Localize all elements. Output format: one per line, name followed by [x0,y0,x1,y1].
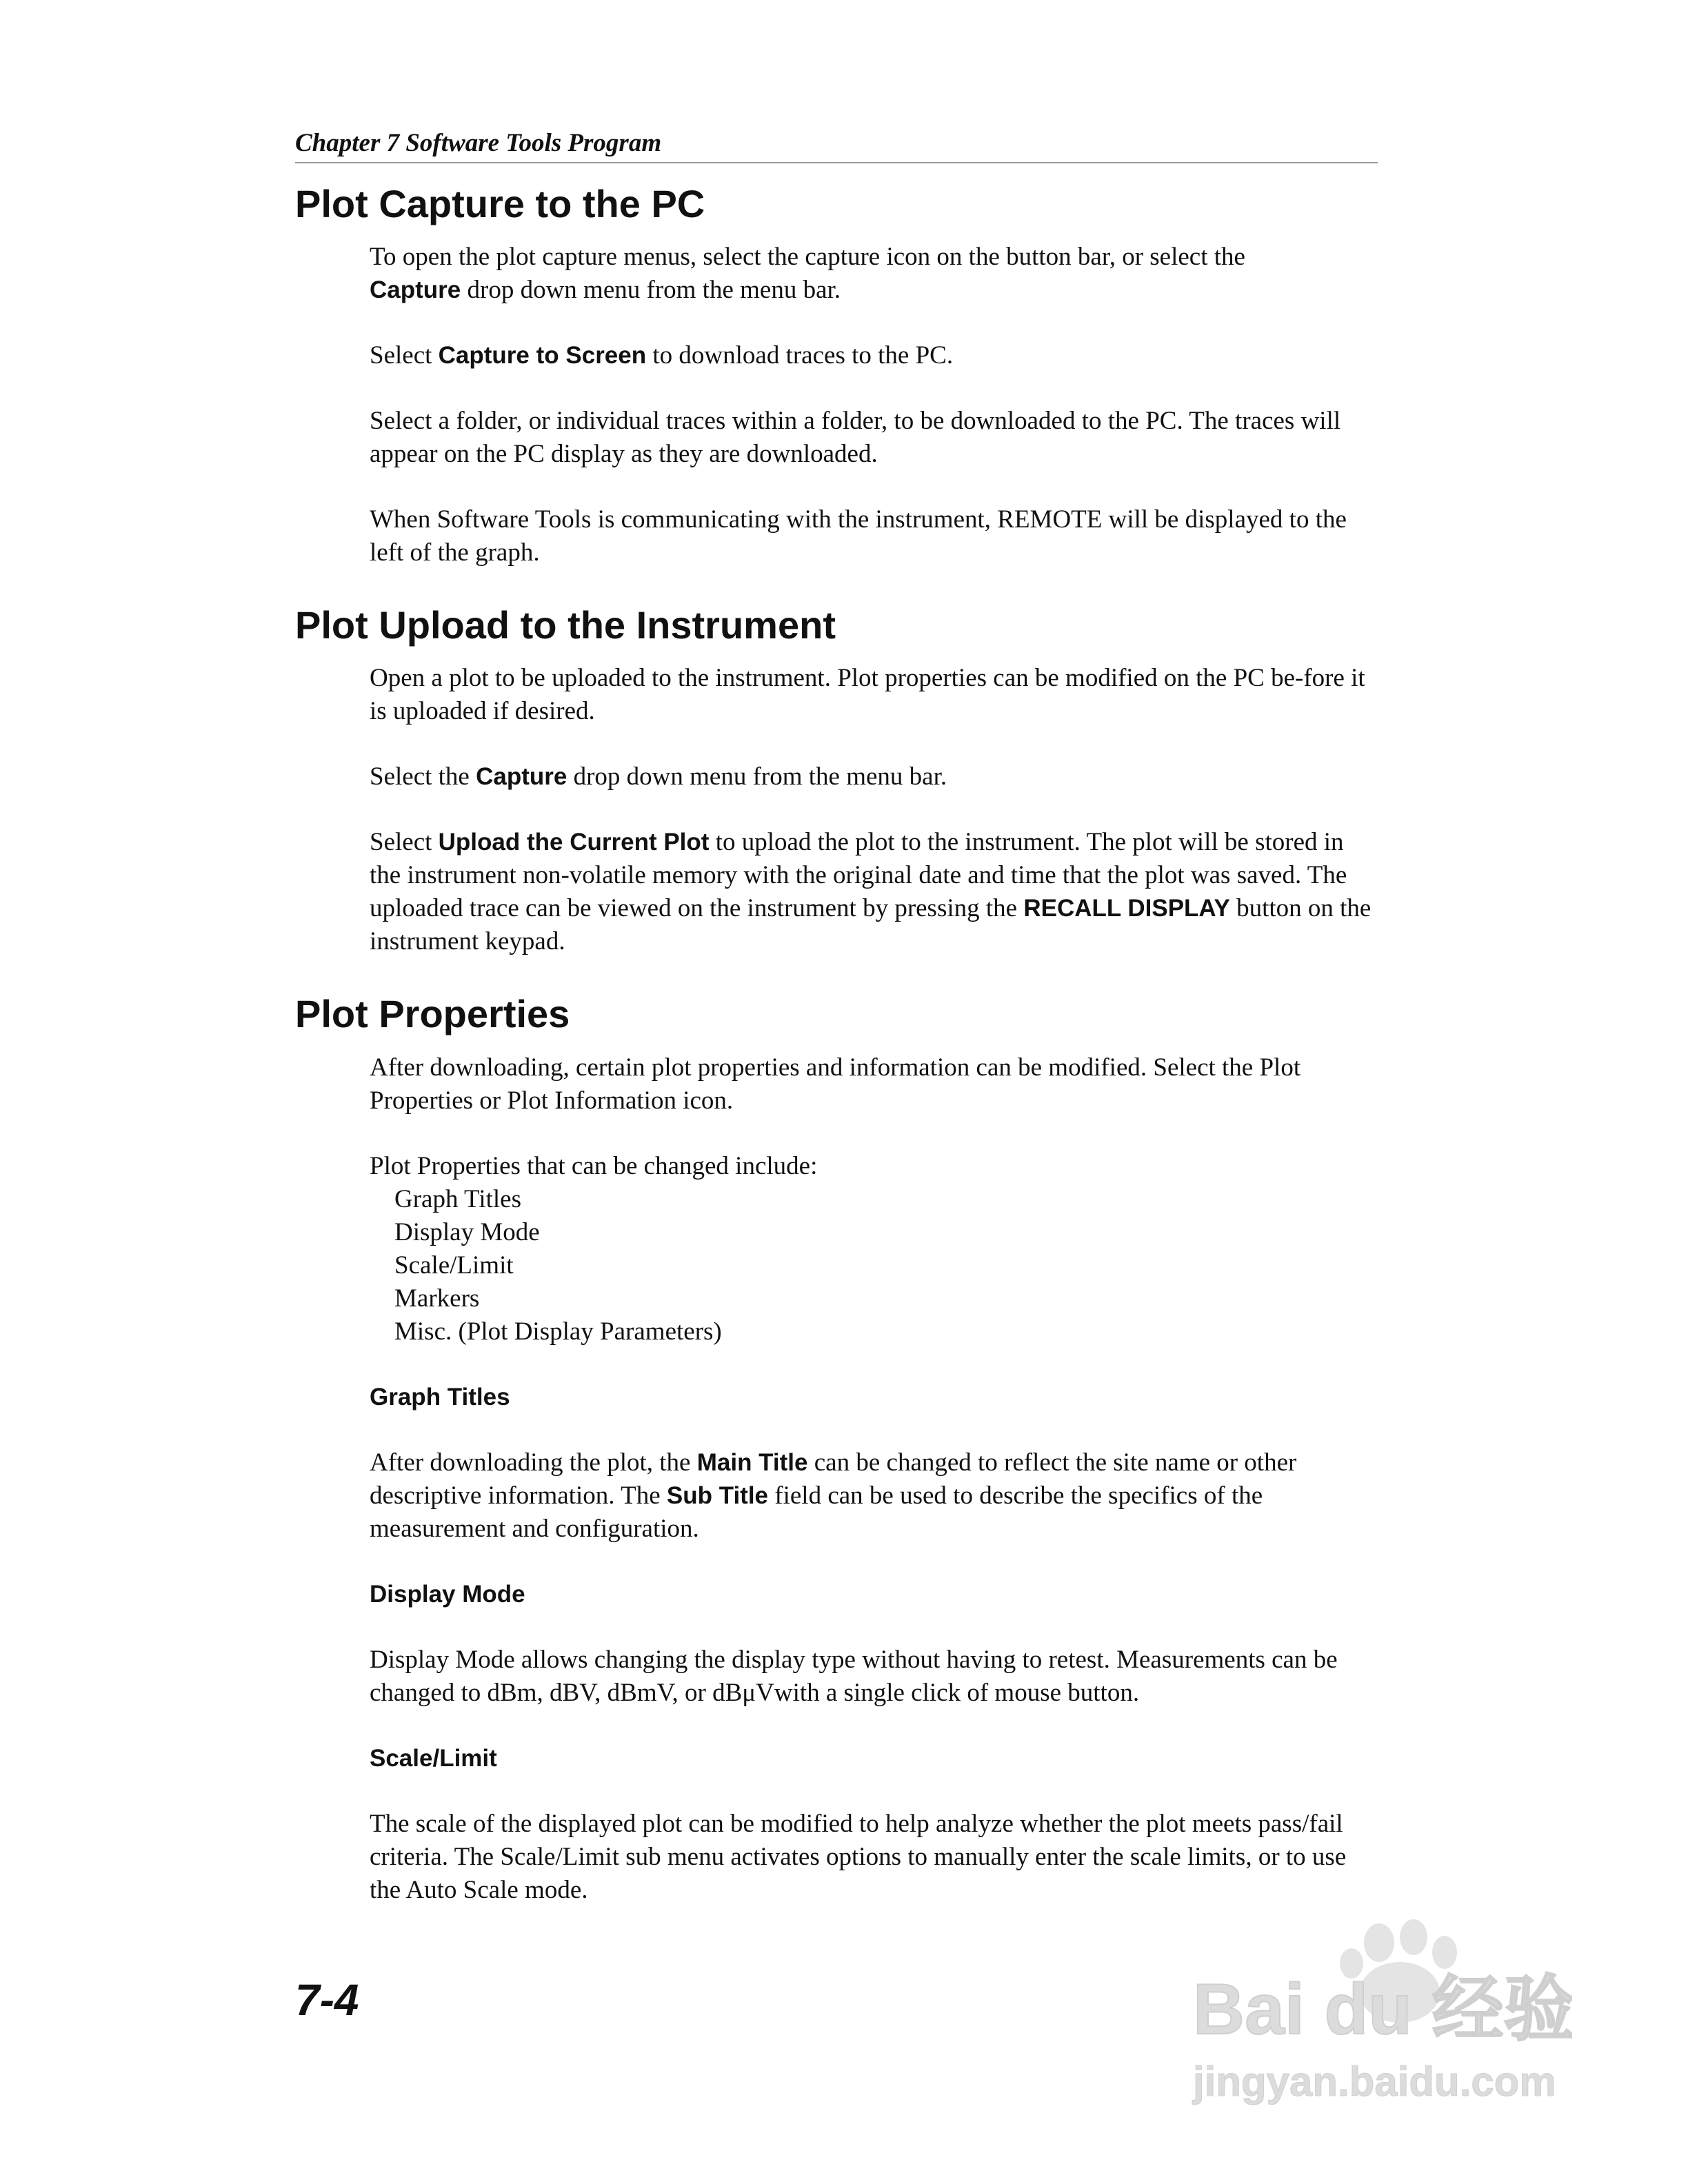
section-title-capture: Plot Capture to the PC [295,182,705,225]
bold-term: Upload the Current Plot [438,829,710,856]
properties-list [370,1150,1378,1348]
paragraph: The scale of the displayed plot can be modified to help analyze whether the plot meets pass/fail criteria. The Scale/Limit sub menu activates options to manually enter the scale limits, or to use the Auto Scale mode. [370,1809,1347,1904]
subsection-title-scale-limit: Scale/Limit [370,1744,497,1772]
page-content [295,181,1378,1939]
paragraph: Select Upload the Current Plot to upload the plot to the instrument. The plot will be stored in the instrument non-volatile memory with the original date and time that the plot was saved. The uploaded trace can be viewed on the instrument by pressing the RECALL DISPLAY button on the instrument keypad. [370,828,1372,956]
paragraph: Display Mode allows changing the display type without having to retest. Measurements can be changed to dBm, dBV, dBmV, or dBμVwith a single click of mouse button. [370,1645,1338,1707]
section-body-capture [370,241,1378,569]
watermark-url: jingyan.baidu.com [1193,2059,1556,2105]
list-item: Scale/Limit [394,1251,514,1280]
list-intro: Plot Properties that can be changed include: [370,1151,818,1180]
bold-term: Capture [476,763,567,791]
section-title-properties: Plot Properties [295,992,570,1036]
paragraph: Select the Capture drop down menu from the menu bar. [370,762,947,791]
list-item: Display Mode [394,1217,540,1246]
list-item: Misc. (Plot Display Parameters) [394,1317,722,1346]
paragraph: To open the plot capture menus, select the capture icon on the button bar, or select the Capture drop down menu from the menu bar. [370,243,1245,305]
paragraph: Select a folder, or individual traces within a folder, to be downloaded to the PC. The traces will appear on the PC display as they are downloaded. [370,407,1341,469]
section-title-upload: Plot Upload to the Instrument [295,603,836,647]
section-body-properties [370,1051,1378,1907]
bold-term: Sub Title [666,1482,769,1509]
bold-term: Main Title [696,1448,808,1476]
baidu-watermark [1186,1910,1572,2116]
paragraph: Open a plot to be uploaded to the instrument. Plot properties can be modified on the PC be-fore it is uploaded if desired. [370,664,1365,726]
bold-term: RECALL DISPLAY [1023,895,1230,922]
bold-term: Capture to Screen [438,342,647,370]
baidu-paw-icon [1186,1910,1572,2116]
section-body-upload [370,662,1378,958]
subsection-title-graph-titles: Graph Titles [370,1383,510,1410]
list-item: Graph Titles [394,1184,522,1213]
running-header: Chapter 7 Software Tools Program [295,128,1378,163]
watermark-brand: Bai du 经验 [1193,1970,1572,2050]
subsection-title-display-mode: Display Mode [370,1580,525,1608]
paragraph: After downloading the plot, the Main Title can be changed to reflect the site name or other descriptive information. The Sub Title field can be used to describe the specifics of the measurement and configuration. [370,1448,1297,1543]
bold-term: Capture [370,276,461,304]
paragraph: Select Capture to Screen to download traces to the PC. [370,341,954,370]
paragraph: After downloading, certain plot properties and information can be modified. Select the Plot Properties or Plot Information icon. [370,1053,1301,1115]
list-item: Markers [394,1284,480,1313]
paragraph: When Software Tools is communicating with the instrument, REMOTE will be displayed to the left of the graph. [370,505,1347,567]
page-number: 7-4 [295,1975,359,2025]
